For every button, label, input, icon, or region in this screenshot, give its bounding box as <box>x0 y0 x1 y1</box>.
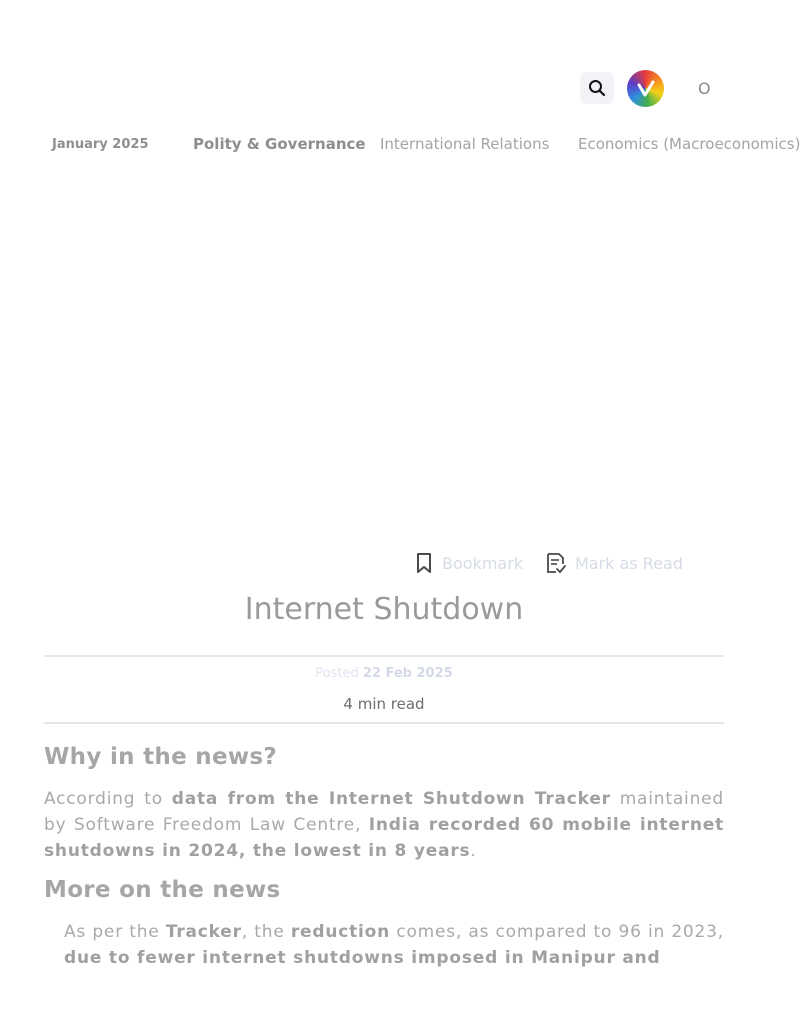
bookmark-label: Bookmark <box>442 553 524 573</box>
tab-economics[interactable]: Economics (Macroeconomics) <box>578 135 800 153</box>
checkmark-v-icon <box>637 80 655 98</box>
text-bold: India recorded 60 mobile internet shutdowns in 2024, the lowest in 8 years <box>44 815 724 861</box>
paragraph-why <box>44 786 724 864</box>
section-heading-why: Why in the news? <box>44 744 278 770</box>
text-span: , the <box>241 922 291 942</box>
paragraph-more <box>64 919 724 971</box>
read-time: 4 min read <box>343 695 425 713</box>
text-bold: due to fewer internet shutdowns imposed in Manipur and <box>64 948 661 968</box>
search-button[interactable] <box>580 72 614 104</box>
posted-date-value: 22 Feb 2025 <box>362 666 453 681</box>
mark-read-label: Mark as Read <box>575 553 683 573</box>
mark-read-icon <box>545 552 567 574</box>
month-label[interactable]: January 2025 <box>52 137 149 152</box>
divider <box>44 655 724 657</box>
text-span: . <box>470 841 477 861</box>
user-avatar-initial[interactable]: O <box>698 79 711 98</box>
search-icon <box>588 79 606 97</box>
text-span: maintained by Software Freedom Law Centre, <box>44 789 724 835</box>
tab-international-relations[interactable]: International Relations <box>380 135 550 153</box>
bookmark-button[interactable] <box>414 552 523 574</box>
text-span: According to <box>44 789 172 809</box>
text-bold: Tracker <box>165 922 242 942</box>
bookmark-icon <box>414 552 434 574</box>
top-bar <box>0 70 768 106</box>
category-nav <box>44 135 800 157</box>
posted-date <box>0 666 768 681</box>
divider <box>44 722 724 724</box>
text-span: As per the <box>64 922 166 942</box>
article-actions <box>0 552 768 578</box>
posted-label: Posted <box>315 666 359 681</box>
section-heading-more: More on the news <box>44 877 281 903</box>
text-bold: data from the Internet Shutdown Tracker <box>171 789 611 809</box>
vision-logo-icon[interactable] <box>627 70 664 107</box>
text-bold: reduction <box>290 922 391 942</box>
mark-as-read-button[interactable] <box>545 552 683 574</box>
article-title: Internet Shutdown <box>244 592 524 627</box>
text-span: comes, as compared to 96 in 2023, <box>390 922 724 942</box>
tab-polity-governance[interactable]: Polity & Governance <box>193 135 366 153</box>
